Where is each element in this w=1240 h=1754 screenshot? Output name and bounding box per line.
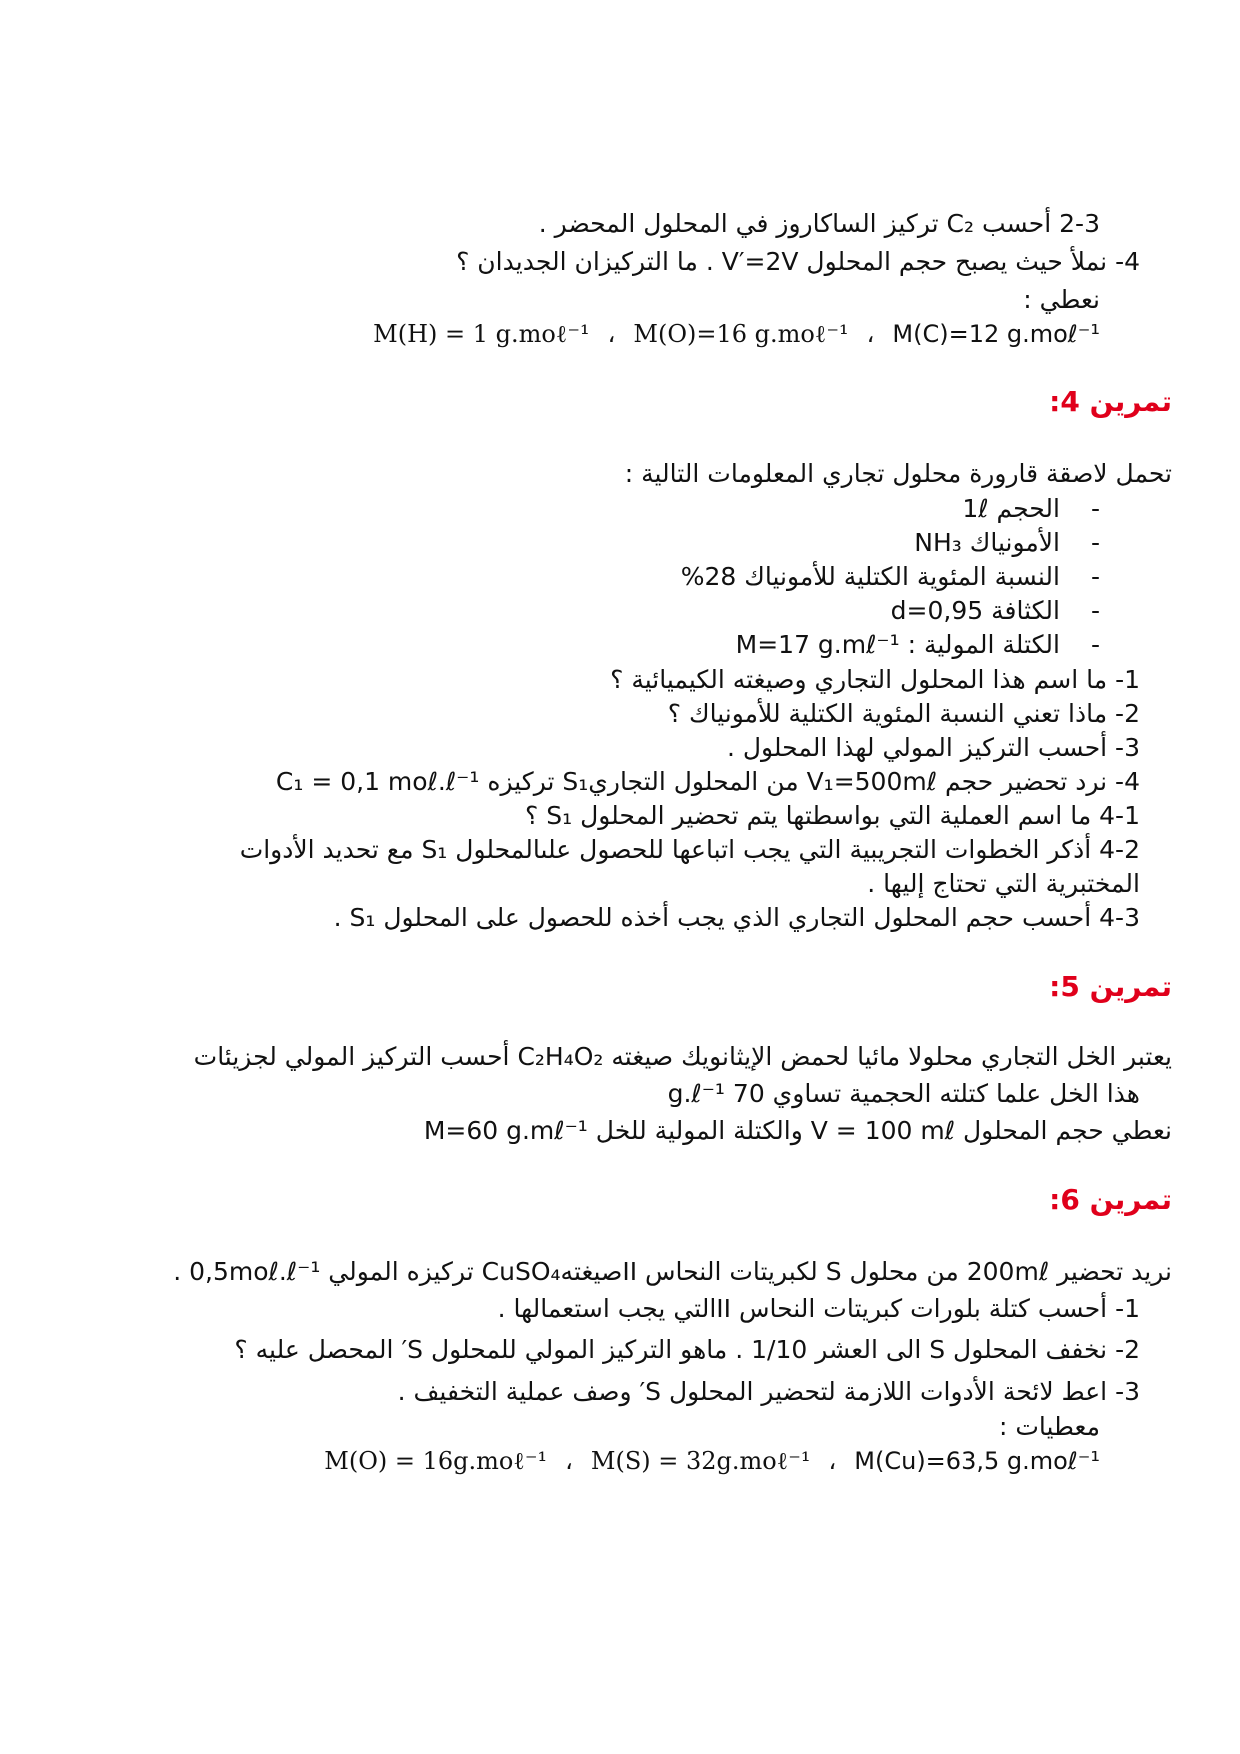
exercise-4-q4-3: 4-3 أحسب حجم المحلول التجاري الذي يجب أخذه للحصول على المحلول S₁ . [333,903,1140,932]
exercise-6-q1: 1- أحسب كتلة بلورات كبريتات النحاس IIالتي يجب استعمالها . [497,1294,1140,1323]
molar-mass-data: M(H) = 1 g.moℓ⁻¹ ، M(O)=16 g.moℓ⁻¹ ، M(C)=12 g.moℓ⁻¹ [373,320,1100,348]
molar-mass-s: M(S) = 32g.moℓ⁻¹ [590,1447,811,1475]
exercise-6-title: تمرين 6: [1049,1183,1172,1216]
exercise-6-q2: 2- نخفف المحلول S الى العشر 1/10 . ماهو التركيز المولي للمحلول S′ المحصل عليه ؟ [234,1335,1140,1364]
molar-mass-o: M(O)=16 g.moℓ⁻¹ [633,320,849,348]
label-item: -الكثافة d=0,95 [890,596,1100,625]
molar-mass-cu: M(Cu)=63,5 g.moℓ⁻¹ [854,1447,1100,1475]
exercise-4-q4-1: 4-1 ما اسم العملية التي بواسطتها يتم تحضير المحلول S₁ ؟ [525,801,1140,830]
exercise-5-line-3: نعطي حجم المحلول V = 100 mℓ والكتلة المولية للخل M=60 g.mℓ⁻¹ [423,1116,1172,1145]
exercise-5-line-1: يعتبر الخل التجاري محلولا مائيا لحمض الإيثانويك صيغته C₂H₄O₂ أحسب التركيز المولي لجزيئات [193,1042,1172,1071]
label-item: -الحجم 1ℓ [962,494,1100,523]
molar-mass-c: M(C)=12 g.moℓ⁻¹ [892,320,1100,348]
question-2-3: 2-3 أحسب C₂ تركيز الساكاروز في المحلول المحضر . [538,209,1100,238]
exercise-4-q2: 2- ماذا تعني النسبة المئوية الكتلية للأمونياك ؟ [667,699,1140,728]
question-4: 4- نملأ حيث يصبح حجم المحلول V′=2V . ما التركيزان الجديدان ؟ [456,247,1140,276]
given-label: نعطي : [1023,285,1100,314]
molar-mass-o: M(O) = 16g.moℓ⁻¹ [324,1447,548,1475]
exercise-6-given-label: معطيات : [998,1412,1100,1441]
molar-mass-h: M(H) = 1 g.moℓ⁻¹ [373,320,590,348]
exercise-4-title: تمرين 4: [1049,385,1172,418]
exercise-4-q1: 1- ما اسم هذا المحلول التجاري وصيغته الكيميائية ؟ [610,665,1140,694]
exercise-5-title: تمرين 5: [1049,970,1172,1003]
exercise-6-q3: 3- اعط لائحة الأدوات اللازمة لتحضير المحلول S′ وصف عملية التخفيف . [397,1377,1140,1406]
exercise-4-intro: تحمل لاصقة قارورة محلول تجاري المعلومات التالية : [624,459,1172,488]
label-item: -الكتلة المولية : M=17 g.mℓ⁻¹ [735,630,1100,659]
exercise-4-q4-2-cont: المختبرية التي تحتاج إليها . [867,869,1140,898]
exercise-5-line-2: هذا الخل علما كتلته الحجمية تساوي 70 g.ℓ⁻¹ [667,1079,1140,1108]
label-item: -الأمونياك NH₃ [914,528,1100,557]
exercise-4-q3: 3- أحسب التركيز المولي لهذا المحلول . [726,733,1140,762]
exercise-4-q4-2: 4-2 أذكر الخطوات التجريبية التي يجب اتباعها للحصول علىالمحلول S₁ مع تحديد الأدوات [239,835,1140,864]
exercise-4-q4: 4- نرد تحضير حجم V₁=500mℓ من المحلول التجاريS₁ تركيزه C₁ = 0,1 moℓ.ℓ⁻¹ [275,767,1140,796]
exercise-6-intro: نريد تحضير 200mℓ من محلول S لكبريتات النحاس IIصيغتهCuSO₄ تركيزه المولي 0,5moℓ.ℓ⁻¹ . [173,1257,1172,1286]
label-item: -النسبة المئوية الكتلية للأمونياك 28% [680,562,1100,591]
exercise-6-molar-mass-data: M(O) = 16g.moℓ⁻¹ ، M(S) = 32g.moℓ⁻¹ ، M(Cu)=63,5 g.moℓ⁻¹ [324,1447,1100,1475]
